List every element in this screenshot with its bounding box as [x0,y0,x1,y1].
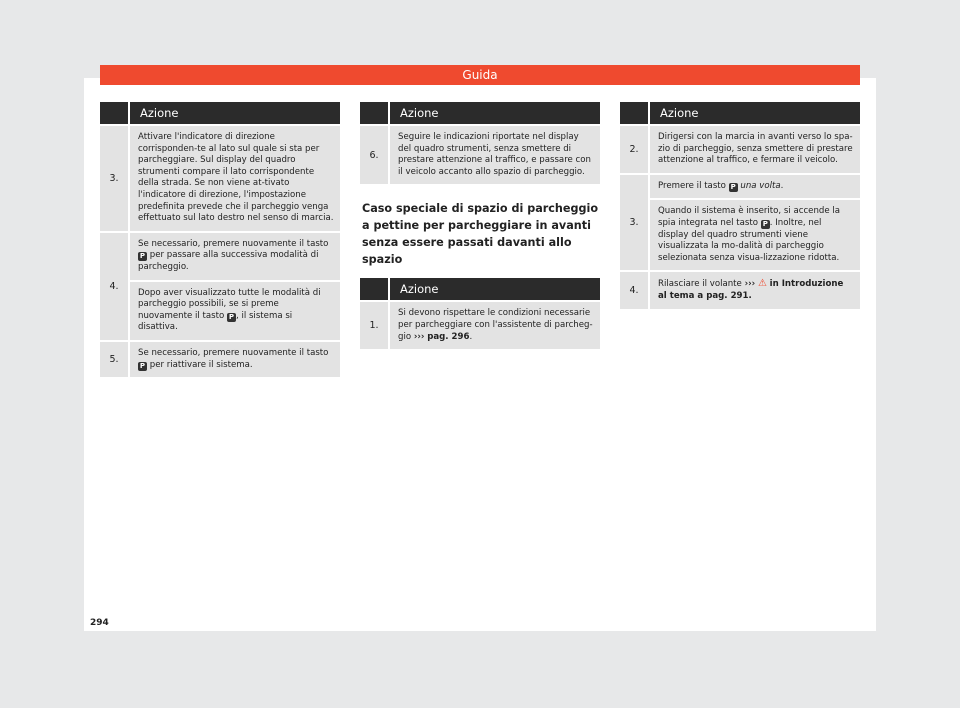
step-number: 6. [360,126,388,184]
step-text: Se necessario, premere nuovamente il tasto P per passare alla successiva modalità di parcheggio. [130,233,340,280]
step-text: Premere il tasto P una volta. [650,175,860,199]
park-button-icon: P [228,312,235,321]
park-button-icon: P [139,361,146,370]
step-number: 4. [620,272,648,308]
action-table [360,102,600,184]
step-text: Seguire le indicazioni riportate nel display del quadro strumenti, senza smettere di prestare attenzione al traffico, e passare con il veicolo accanto allo spazio di parcheggio. [390,126,600,184]
table-row [100,342,340,377]
action-table [100,102,340,377]
step-text: Se necessario, premere nuovamente il tasto P per riattivare il sistema. [130,342,340,377]
action-table [620,102,860,309]
step-number: 5. [100,342,128,377]
step-number: 2. [620,126,648,173]
table-row [360,126,600,184]
table-header [360,278,600,300]
section-title: Caso speciale di spazio di parcheggio a pettine per parcheggiare in avanti senza essere passati davanti allo spazio [362,202,599,267]
park-button-icon: P [139,252,146,261]
table-header [620,102,860,124]
step-number: 3. [620,175,648,271]
chapter-header: Guida [100,65,860,85]
step-number: 3. [100,126,128,231]
page-reference-link[interactable]: in Introduzione al tema a pag. 291 [658,279,844,301]
table-row [100,233,340,340]
step-text: Si devono rispettare le condizioni necessarie per parcheggiare con l'assistente di parcheg-gio ››› pag. 296. [390,302,600,349]
table-row [100,126,340,231]
table-header [360,102,600,124]
table-header-label: Azione [390,278,600,300]
step-text: Dirigersi con la marcia in avanti verso lo spa-zio di parcheggio, senza smettere di prestare attenzione al traffico, e fermare il veicolo. [650,126,860,173]
table-row [620,272,860,308]
park-button-icon: P [762,219,768,228]
step-text: Attivare l'indicatore di direzione corrisponden-te al lato sul quale si sta per parcheggiare. Sul display del quadro strumenti compare il lato corrispondente della strada. Se non viene at-tivato l'indicatore di direzione, l'impostazione predefinita prevede che il parcheggio venga effettuato sul lato destro nel senso di marcia. [130,126,340,231]
action-table [360,278,600,349]
table-row [620,126,860,173]
table-row [360,302,600,349]
page-number: 294 [90,618,109,628]
column-1 [100,102,340,377]
table-header [100,102,340,124]
table-header-label: Azione [390,102,600,124]
table-row [620,175,860,271]
step-text: Rilasciare il volante ››› ⚠ in Introduzione al tema a pag. 291. [650,272,860,308]
reference-arrows: ››› [413,331,425,342]
reference-arrows: ››› [744,279,756,290]
step-text: Quando il sistema è inserito, si accende la spia integrata nel tasto P . Inoltre, nel display del quadro strumenti viene visualizzata la mo-dalità di parcheggio selezionata senza visua-lizzazione ridotta. [650,200,860,270]
step-number: 1. [360,302,388,349]
page-reference-link[interactable]: pag. 296 [427,331,470,342]
column-3 [620,102,860,309]
warning-icon: ⚠ [757,278,767,290]
table-header-label: Azione [130,102,340,124]
column-2 [360,102,600,349]
step-text: Dopo aver visualizzato tutte le modalità di parcheggio possibili, se si preme nuovamente il tasto P , il sistema si disattiva. [130,282,340,340]
park-button-icon: P [730,182,736,191]
step-number: 4. [100,233,128,340]
table-header-label: Azione [650,102,860,124]
